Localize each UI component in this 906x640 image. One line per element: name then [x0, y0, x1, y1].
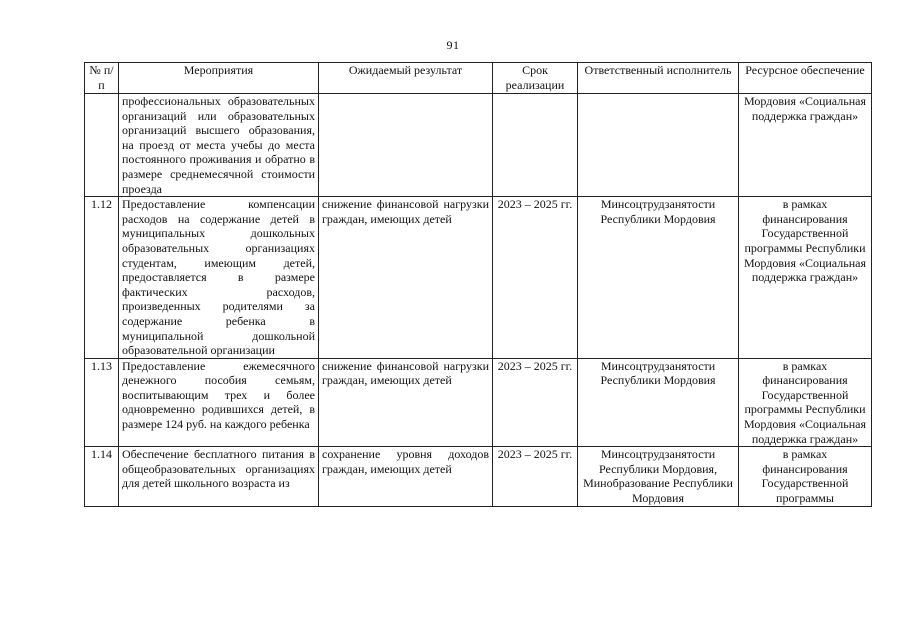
- cell-executor: Минсоцтрудзанятости Республики Мордовия, Минобразование Республики Мордовия: [578, 447, 739, 506]
- table-row: [85, 358, 872, 447]
- cell-result: снижение финансовой нагрузки граждан, имеющих детей: [319, 358, 493, 447]
- header-term: Срок реализации: [493, 63, 578, 94]
- cell-result: [319, 94, 493, 197]
- cell-result: сохранение уровня доходов граждан, имеющих детей: [319, 447, 493, 506]
- page-number: 91: [446, 38, 460, 52]
- cell-resource: в рамках финансирования Государственной программы Республики Мордовия «Социальная поддержка граждан»: [739, 197, 872, 359]
- cell-executor: Минсоцтрудзанятости Республики Мордовия: [578, 197, 739, 359]
- table-header-row: [85, 63, 872, 94]
- cell-event: Предоставление компенсации расходов на содержание детей в муниципальных дошкольных образовательных организациях студентам, имеющим детей, предоставляется в размере фактических расходов, произведенных родителями за содержание ребенка в муниципальной дошкольной образовательной организации: [119, 197, 319, 359]
- table-row: [85, 447, 872, 506]
- measures-table: [84, 62, 872, 507]
- cell-executor: Минсоцтрудзанятости Республики Мордовия: [578, 358, 739, 447]
- cell-resource: в рамках финансирования Государственной программы Республики Мордовия «Социальная поддержка граждан»: [739, 358, 872, 447]
- cell-num: 1.12: [85, 197, 119, 359]
- cell-result: снижение финансовой нагрузки граждан, имеющих детей: [319, 197, 493, 359]
- cell-event: Обеспечение бесплатного питания в общеобразовательных организациях для детей школьного возраста из: [119, 447, 319, 506]
- cell-term: 2023 – 2025 гг.: [493, 447, 578, 506]
- cell-term: 2023 – 2025 гг.: [493, 197, 578, 359]
- table-row: [85, 197, 872, 359]
- cell-num: [85, 94, 119, 197]
- cell-event: профессиональных образовательных организаций или образовательных организаций высшего образования, на проезд от места учебы до места постоянного проживания и обратно в размере среднемесячной стоимости проезда: [119, 94, 319, 197]
- cell-term: [493, 94, 578, 197]
- cell-term: 2023 – 2025 гг.: [493, 358, 578, 447]
- header-executor: Ответственный исполнитель: [578, 63, 739, 94]
- cell-executor: [578, 94, 739, 197]
- cell-resource: в рамках финансирования Государственной программы: [739, 447, 872, 506]
- header-event: Мероприятия: [119, 63, 319, 94]
- header-result: Ожидаемый результат: [319, 63, 493, 94]
- cell-num: 1.13: [85, 358, 119, 447]
- cell-event: Предоставление ежемесячного денежного пособия семьям, воспитывающим трех и более одновременно родившихся детей, в размере 124 руб. на каждого ребенка: [119, 358, 319, 447]
- header-resource: Ресурсное обеспечение: [739, 63, 872, 94]
- cell-num: 1.14: [85, 447, 119, 506]
- table-row: [85, 94, 872, 197]
- cell-resource: Мордовия «Социальная поддержка граждан»: [739, 94, 872, 197]
- header-num: № п/п: [85, 63, 119, 94]
